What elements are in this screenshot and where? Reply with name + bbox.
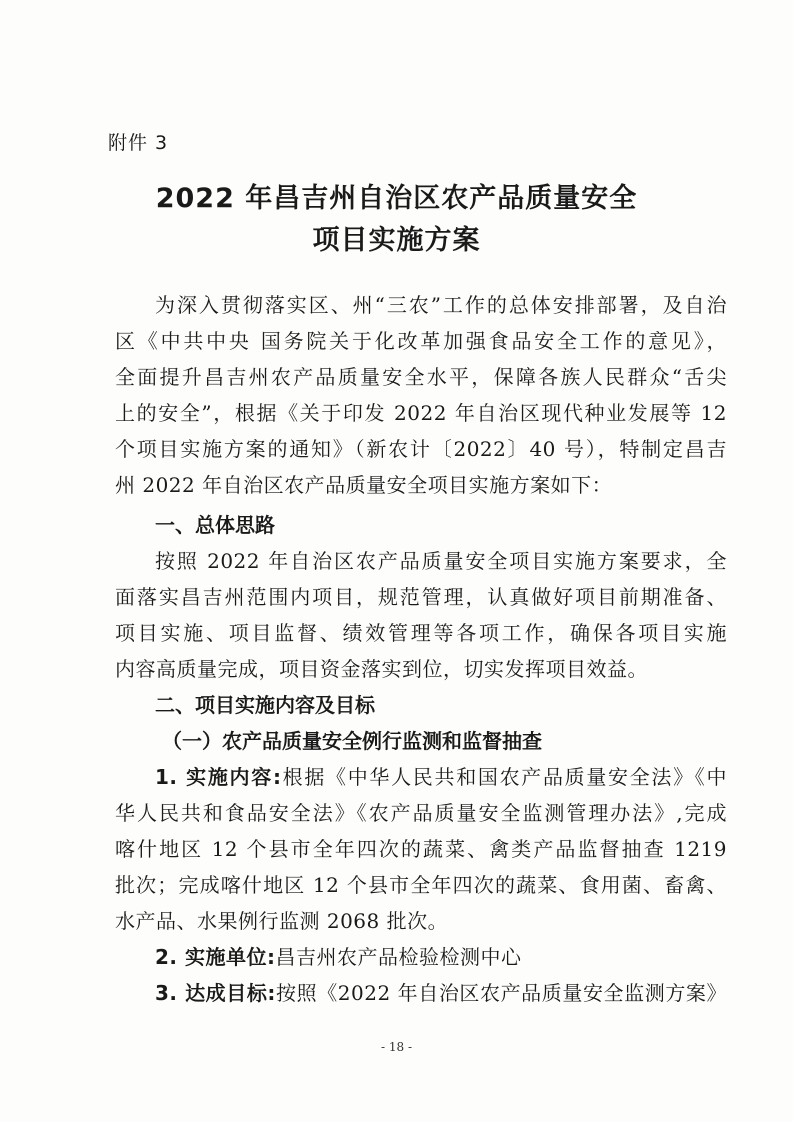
intro-line: 全面提升昌吉州农产品质量安全水平，保障各族人民群众“舌尖	[115, 365, 727, 389]
item2-line	[155, 942, 727, 972]
section2-heading: 二、项目实施内容及目标	[155, 693, 375, 717]
intro-line: 个项目实施方案的通知》（新农计〔2022〕40 号），特制定昌吉	[115, 437, 727, 461]
item3-line	[155, 978, 727, 1008]
item1-text: 根据《中华人民共和国农产品质量安全法》《中	[281, 765, 728, 789]
item1-line: 华人民共和食品安全法》《农产品质量安全监测管理办法》,完成	[115, 801, 727, 825]
section1-line: 内容高质量完成，项目资金落实到位，切实发挥项目效益。	[115, 657, 648, 681]
item3-text: 按照《2022 年自治区农产品质量安全监测方案》	[275, 981, 727, 1005]
section1-heading: 一、总体思路	[155, 513, 275, 537]
intro-line: 上的安全”，根据《关于印发 2022 年自治区现代种业发展等 12	[115, 401, 727, 425]
page-number: - 18 -	[380, 1040, 412, 1054]
intro-line: 州 2022 年自治区农产品质量安全项目实施方案如下：	[115, 473, 613, 497]
document-title-line1: 2022 年昌吉州自治区农产品质量安全	[155, 183, 638, 214]
section1-line: 项目实施、项目监督、绩效管理等各项工作，确保各项目实施	[115, 621, 727, 645]
intro-line: 为深入贯彻落实区、州“三农”工作的总体安排部署，及自治	[155, 293, 727, 317]
section1-line: 面落实昌吉州范围内项目，规范管理，认真做好项目前期准备、	[115, 585, 727, 609]
section1-line: 按照 2022 年自治区农产品质量安全项目实施方案要求，全	[155, 549, 727, 573]
subsection1-heading: （一）农产品质量安全例行监测和监督抽查	[162, 729, 542, 753]
document-title-line2: 项目实施方案	[312, 225, 481, 256]
item1-label: 1. 实施内容:	[155, 765, 282, 789]
item2-label: 2. 实施单位:	[155, 945, 276, 969]
item1-line: 批次；完成喀什地区 12 个县市全年四次的蔬菜、食用菌、畜禽、	[115, 873, 727, 897]
item3-label: 3. 达成目标:	[155, 981, 276, 1005]
item1-line: 水产品、水果例行监测 2068 批次。	[115, 909, 449, 933]
item1-line: 喀什地区 12 个县市全年四次的蔬菜、禽类产品监督抽查 1219	[115, 837, 727, 861]
item2-text: 昌吉州农产品检验检测中心	[275, 945, 522, 969]
item1-line	[155, 762, 727, 792]
intro-line: 区《中共中央 国务院关于化改革加强食品安全工作的意见》，	[115, 329, 727, 353]
attachment-label: 附件 3	[108, 132, 169, 154]
